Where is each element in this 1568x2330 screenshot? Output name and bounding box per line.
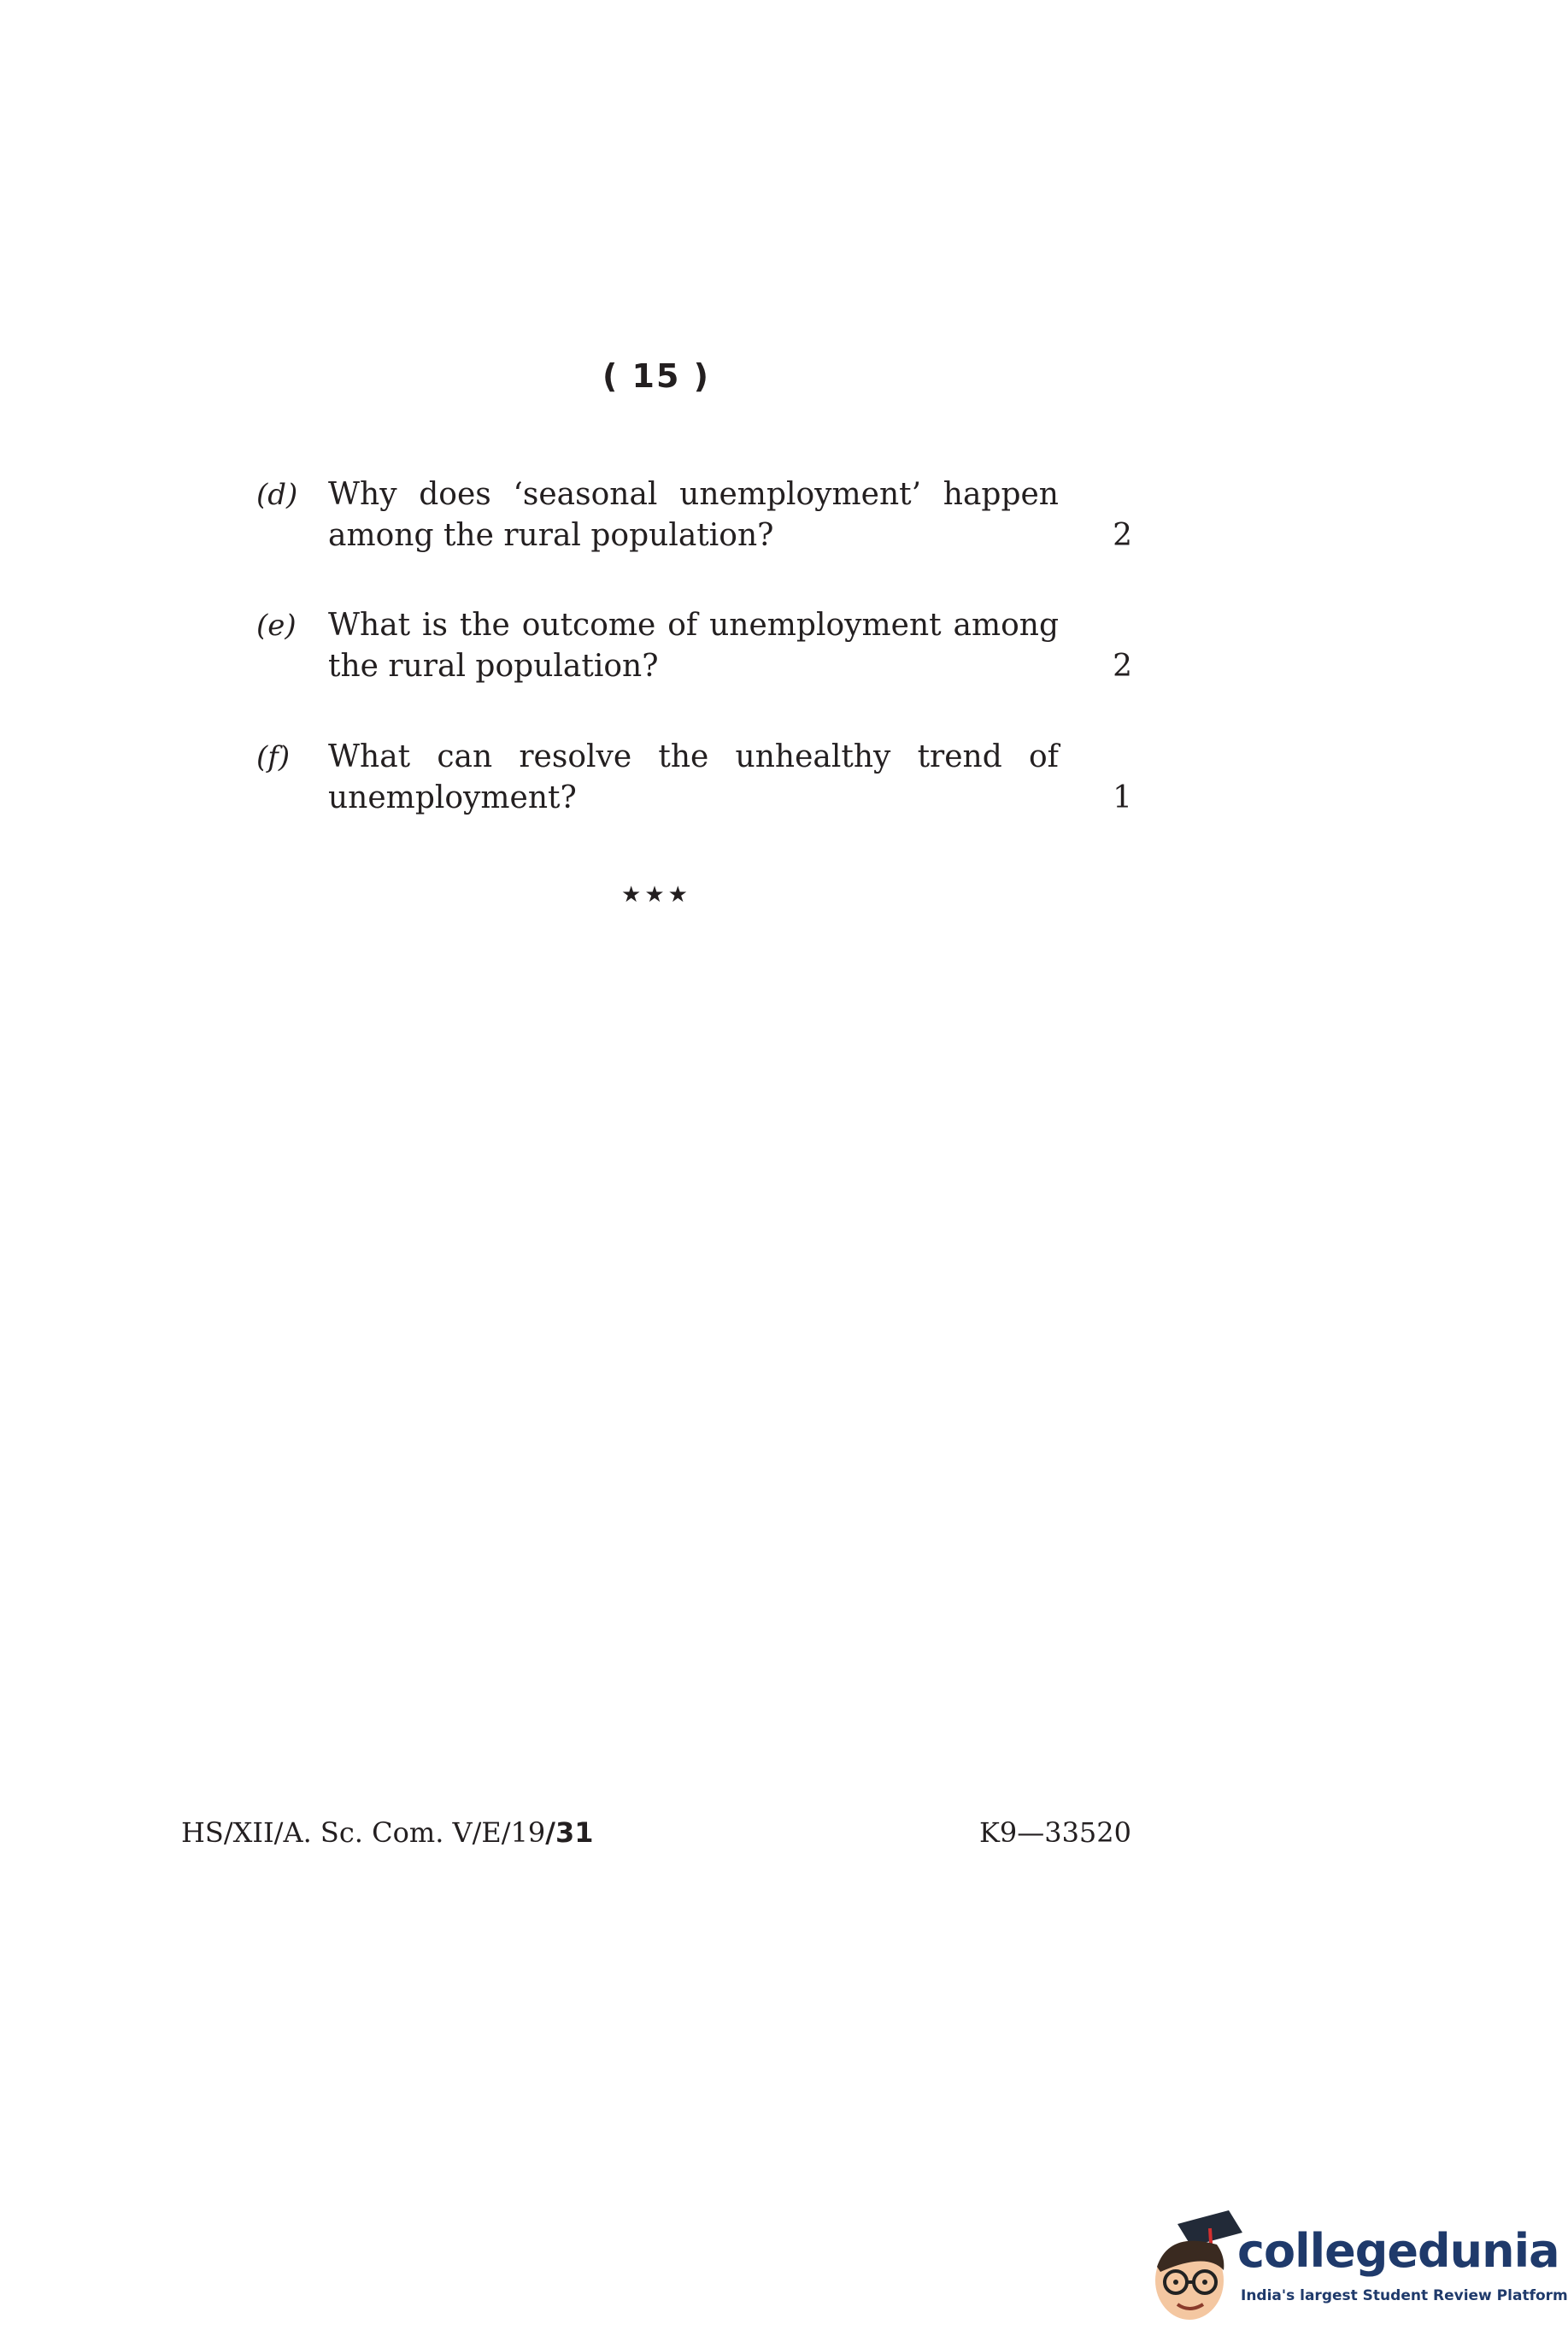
question-label: (e)	[256, 609, 297, 643]
brand-tagline: India's largest Student Review Platform	[1241, 2287, 1568, 2304]
paper-code-suffix: /31	[545, 1816, 594, 1849]
page-number: ( 15 )	[602, 357, 711, 395]
question-text-line-1: Why does ‘seasonal unemployment’ happen	[328, 477, 1059, 512]
question-text-line-1: What is the outcome of unemployment among	[328, 608, 1059, 643]
question-marks: 1	[1113, 780, 1132, 815]
brand-name: collegedunia	[1237, 2224, 1559, 2278]
question-marks: 2	[1113, 518, 1132, 553]
question-d	[256, 474, 1132, 560]
question-label: (d)	[256, 478, 298, 512]
mascot-icon	[1135, 2207, 1246, 2330]
end-of-paper-stars: ★★★	[621, 882, 691, 908]
paper-code	[181, 1816, 594, 1849]
question-text-line-2: unemployment?	[328, 780, 577, 815]
collegedunia-watermark	[1135, 2207, 1568, 2330]
question-text-line-1: What can resolve the unhealthy trend of	[328, 739, 1059, 774]
question-text-line-2: the rural population?	[328, 649, 659, 684]
question-f	[256, 737, 1132, 822]
serial-number: K9—33520	[978, 1816, 1131, 1849]
question-marks: 2	[1113, 649, 1132, 684]
paper-code-prefix: HS/XII/A. Sc. Com. V/E/19	[181, 1816, 546, 1849]
question-label: (f)	[256, 740, 291, 774]
question-e	[256, 605, 1132, 691]
question-text-line-2: among the rural population?	[328, 518, 774, 553]
